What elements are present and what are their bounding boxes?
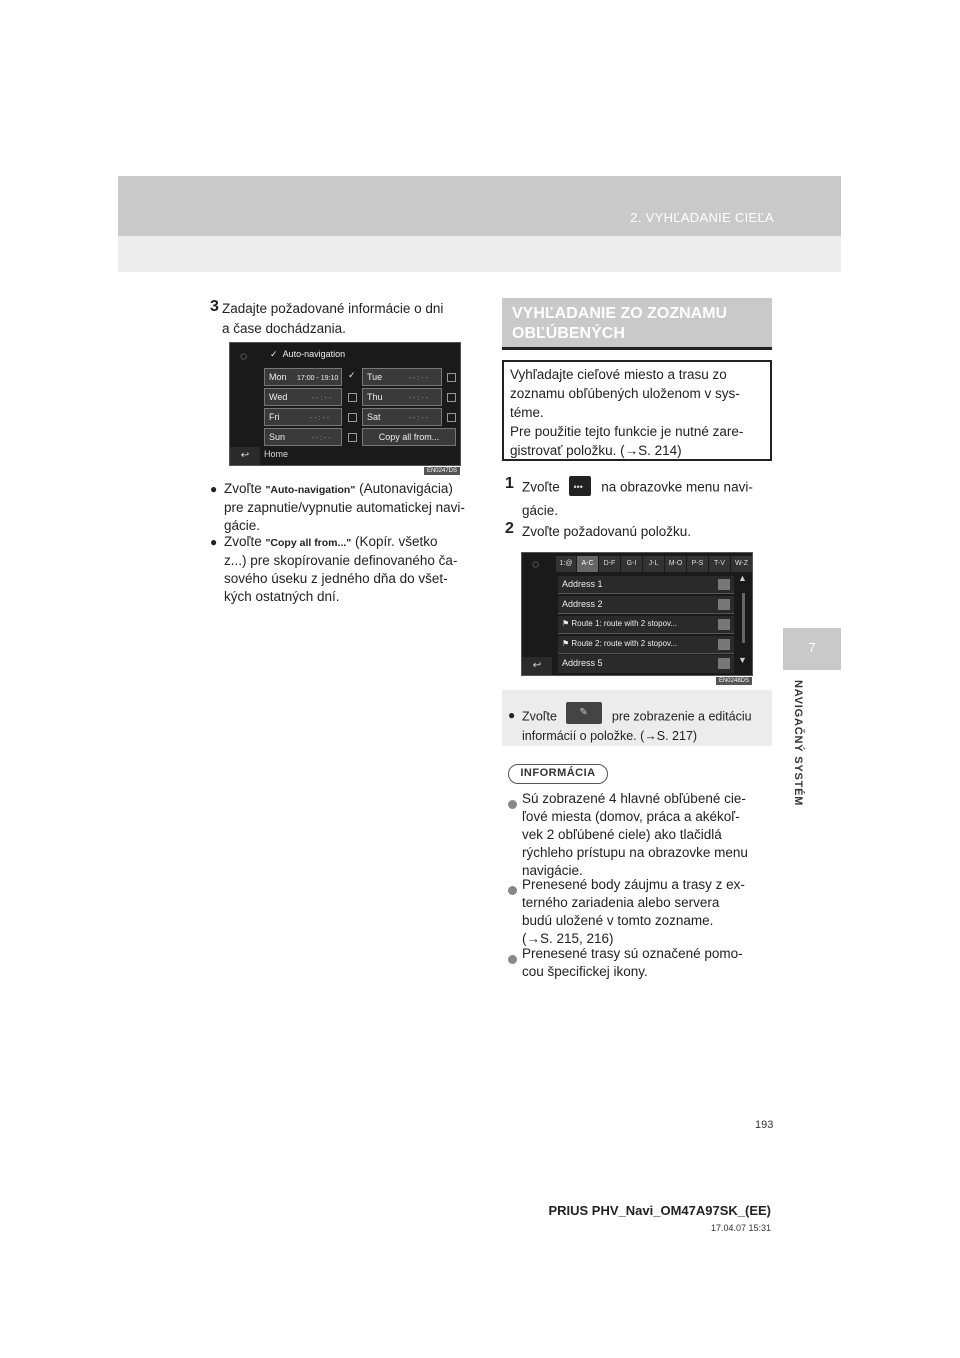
info-bullet bbox=[508, 882, 517, 900]
day-row-tue[interactable]: Tue - - : - - bbox=[362, 368, 442, 386]
edit-icon: ✎ bbox=[566, 702, 602, 724]
voice-icon: ◌ bbox=[240, 349, 248, 363]
list-item[interactable]: ⚑ Route 2: route with 2 stopov... bbox=[558, 636, 734, 654]
edit-icon[interactable] bbox=[718, 599, 730, 610]
step-3-text: Zadajte požadované informácie o dni a čase dochádzania. bbox=[222, 301, 444, 336]
section-intro: Vyhľadajte cieľové miesto a trasu zo zoznamu obľúbených uloženom v sys- téme. Pre použitie tejto funkcie je nutné zare- gistrovať položku. (→S. 214) bbox=[502, 360, 772, 461]
back-arrow-icon: ↩ bbox=[532, 660, 542, 671]
section-title: 2. VYHĽADANIE CIEĽA bbox=[630, 210, 774, 225]
tab-g-i[interactable]: G-I bbox=[621, 556, 642, 572]
note-text: Zvoľte ✎ pre zobrazenie a editáciu informácií o položke. (→S. 217) bbox=[522, 706, 770, 744]
day-row-mon[interactable]: Mon 17:00 - 19:10 bbox=[264, 368, 342, 386]
scrollbar[interactable] bbox=[742, 593, 745, 643]
day-row-wed[interactable]: Wed - - : - - bbox=[264, 388, 342, 406]
edit-icon[interactable] bbox=[718, 658, 730, 669]
checkbox-icon[interactable] bbox=[447, 393, 456, 402]
edit-icon[interactable] bbox=[718, 579, 730, 590]
figure-code: EN0247DS bbox=[424, 467, 460, 475]
day-row-sat[interactable]: Sat - - : - - bbox=[362, 408, 442, 426]
tab-d-f[interactable]: D-F bbox=[599, 556, 620, 572]
back-button[interactable] bbox=[522, 657, 552, 675]
scroll-down-icon[interactable]: ▼ bbox=[738, 655, 747, 665]
tab-m-o[interactable]: M-O bbox=[665, 556, 686, 572]
figure-code: EN0248DS bbox=[716, 677, 752, 685]
header-band bbox=[118, 176, 841, 236]
scroll-up-icon[interactable]: ▲ bbox=[738, 573, 747, 583]
home-label: Home bbox=[264, 449, 289, 459]
back-button[interactable] bbox=[230, 447, 260, 465]
page-number: 193 bbox=[755, 1119, 774, 1131]
day-row-thu[interactable]: Thu - - : - - bbox=[362, 388, 442, 406]
copy-all-from-button[interactable]: Copy all from... bbox=[362, 428, 456, 446]
tab-p-s[interactable]: P-S bbox=[687, 556, 708, 572]
edit-icon[interactable] bbox=[718, 619, 730, 630]
bullet-dot: ● bbox=[210, 482, 218, 496]
voice-icon: ◌ bbox=[532, 557, 540, 571]
info-bullet bbox=[508, 796, 517, 814]
tab-a-c[interactable]: A-C bbox=[577, 556, 598, 572]
info-item-2: Prenesené body záujmu a trasy z ex- terného zariadenia alebo servera budú uložené v tomto zozname. (→S. 215, 216) bbox=[522, 877, 745, 946]
favorites-list-screen bbox=[521, 552, 753, 684]
list-item[interactable]: Address 5 bbox=[558, 655, 734, 673]
day-row-fri[interactable]: Fri - - : - - bbox=[264, 408, 342, 426]
chapter-label: NAVIGAČNÝ SYSTÉM bbox=[792, 680, 804, 807]
step-2-number: 2 bbox=[505, 520, 514, 537]
bullet-dot: ● bbox=[508, 708, 516, 722]
edit-icon[interactable] bbox=[718, 639, 730, 650]
header-subband bbox=[118, 236, 841, 272]
tab-w-z[interactable]: W-Z bbox=[731, 556, 752, 572]
info-item-3: Prenesené trasy sú označené pomo- cou špecifickej ikony. bbox=[522, 946, 743, 979]
auto-navigation-screen bbox=[229, 342, 461, 474]
checkbox-icon[interactable] bbox=[348, 393, 357, 402]
bullet-dot: ● bbox=[210, 535, 218, 549]
tab-j-l[interactable]: J-L bbox=[643, 556, 664, 572]
bullet-copy-all: Zvoľte "Copy all from..." (Kopír. všetko z...) pre skopírovanie definovaného ča- sového úseku z jedného dňa do všet- kých ostatných dní. bbox=[224, 534, 458, 604]
check-icon: ✓ bbox=[270, 349, 278, 359]
tab-t-v[interactable]: T-V bbox=[709, 556, 730, 572]
list-item[interactable]: Address 2 bbox=[558, 596, 734, 614]
tab-1-at[interactable]: 1:@ bbox=[556, 556, 576, 572]
step-2-text: Zvoľte požadovanú položku. bbox=[522, 524, 692, 539]
section-heading: VYHĽADANIE ZO ZOZNAMU OBĽÚBENÝCH bbox=[502, 298, 772, 350]
step-3: 3 bbox=[210, 298, 219, 315]
alphabet-tabs bbox=[556, 556, 752, 572]
information-label: INFORMÁCIA bbox=[508, 764, 608, 784]
checkbox-icon[interactable] bbox=[348, 413, 357, 422]
info-bullet bbox=[508, 951, 517, 969]
check-icon[interactable]: ✓ bbox=[348, 370, 356, 380]
checkbox-icon[interactable] bbox=[348, 433, 357, 442]
checkbox-icon[interactable] bbox=[447, 373, 456, 382]
chapter-number: 7 bbox=[808, 640, 816, 655]
auto-navigation-toggle[interactable]: ✓ Auto-navigation bbox=[270, 349, 346, 359]
list-item[interactable]: Address 1 bbox=[558, 576, 734, 594]
step-1-text: Zvoľte ••• na obrazovke menu navi- gácie. bbox=[522, 478, 772, 520]
route-icon: ⚑ bbox=[562, 639, 570, 648]
timestamp: 17.04.07 15:31 bbox=[710, 1223, 771, 1233]
step-1-number: 1 bbox=[505, 475, 514, 492]
document-id: PRIUS PHV_Navi_OM47A97SK_(EE) bbox=[548, 1203, 771, 1218]
back-arrow-icon: ↩ bbox=[240, 450, 250, 461]
route-icon: ⚑ bbox=[562, 619, 570, 628]
menu-dots-icon: ••• bbox=[569, 476, 591, 496]
bullet-auto-navigation: Zvoľte "Auto-navigation" (Autonavigácia) pre zapnutie/vypnutie automatickej navi- gácie. bbox=[224, 481, 465, 533]
list-item[interactable]: ⚑ Route 1: route with 2 stopov... bbox=[558, 616, 734, 634]
day-row-sun[interactable]: Sun - - : - - bbox=[264, 428, 342, 446]
checkbox-icon[interactable] bbox=[447, 413, 456, 422]
info-item-1: Sú zobrazené 4 hlavné obľúbené cie- ľové miesta (domov, práca a akékoľ- vek 2 obľúbené ciele) ako tlačidlá rýchleho prístupu na obrazovke menu navigácie. bbox=[522, 791, 748, 878]
